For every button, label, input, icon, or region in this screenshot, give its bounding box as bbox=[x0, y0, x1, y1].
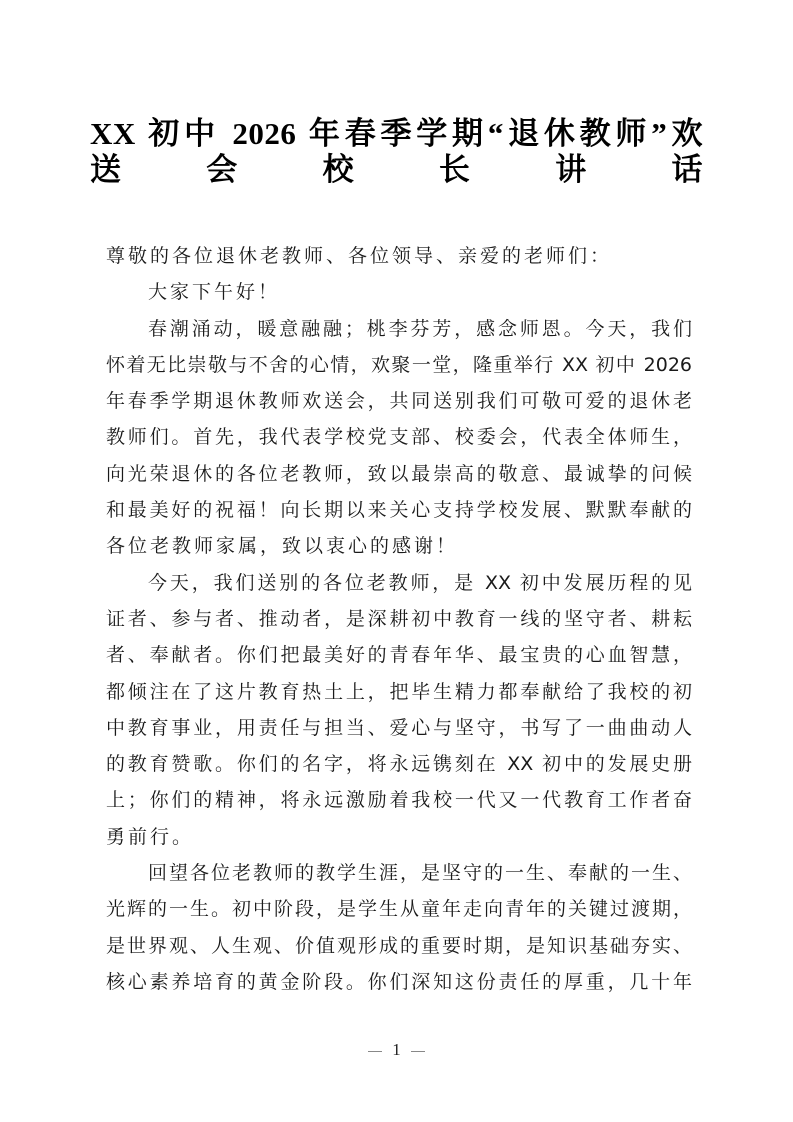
body-line: 怀着无比崇敬与不舍的心情，欢聚一堂，隆重举行 XX 初中 2026 bbox=[106, 353, 692, 376]
body-line: 都倾注在了这片教育热土上，把毕生精力都奉献给了我校的初 bbox=[106, 680, 692, 703]
body-line: 各位老教师家属，致以衷心的感谢！ bbox=[106, 535, 459, 558]
body-line: 回望各位老教师的教学生涯，是坚守的一生、奉献的一生、 bbox=[148, 862, 692, 885]
title-line-1: XX 初中 2026 年春季学期“退休教师”欢 bbox=[90, 116, 703, 151]
body-line: 勇前行。 bbox=[106, 825, 195, 848]
document-body bbox=[106, 238, 692, 1000]
document-title bbox=[90, 112, 703, 188]
dash-right-icon bbox=[411, 1051, 425, 1052]
body-line: 今天，我们送别的各位老教师，是 XX 初中发展历程的见 bbox=[148, 571, 692, 594]
body-line: 大家下午好！ bbox=[148, 281, 281, 304]
title-line-2: 送会校长讲话 bbox=[90, 152, 703, 188]
body-line: 的教育赞歌。你们的名字，将永远镌刻在 XX 初中的发展史册 bbox=[106, 753, 692, 776]
body-line: 春潮涌动，暖意融融；桃李芬芳，感念师恩。今天，我们 bbox=[148, 317, 692, 340]
body-line: 是世界观、人生观、价值观形成的重要时期，是知识基础夯实、 bbox=[106, 934, 692, 957]
body-line: 者、奉献者。你们把最美好的青春年华、最宝贵的心血智慧， bbox=[106, 644, 692, 667]
body-line: 年春季学期退休教师欢送会，共同送别我们可敬可爱的退休老 bbox=[106, 390, 692, 413]
dash-left-icon bbox=[368, 1051, 382, 1052]
body-line: 和最美好的祝福！向长期以来关心支持学校发展、默默奉献的 bbox=[106, 499, 692, 522]
body-line: 核心素养培育的黄金阶段。你们深知这份责任的厚重，几十年 bbox=[106, 970, 692, 993]
body-line: 教师们。首先，我代表学校党支部、校委会，代表全体师生， bbox=[106, 426, 692, 449]
body-line: 上；你们的精神，将永远激励着我校一代又一代教育工作者奋 bbox=[106, 789, 692, 812]
body-line: 证者、参与者、推动者，是深耕初中教育一线的坚守者、耕耘 bbox=[106, 607, 692, 630]
body-lines bbox=[106, 274, 692, 1000]
page-number: 1 bbox=[392, 1040, 401, 1059]
salutation: 尊敬的各位退休老教师、各位领导、亲爱的老师们： bbox=[106, 245, 613, 267]
body-line: 向光荣退休的各位老教师，致以最崇高的敬意、最诚挚的问候 bbox=[106, 462, 692, 485]
page-footer bbox=[0, 1040, 793, 1060]
body-line: 中教育事业，用责任与担当、爱心与坚守，书写了一曲曲动人 bbox=[106, 716, 692, 739]
body-line: 光辉的一生。初中阶段，是学生从童年走向青年的关键过渡期， bbox=[106, 898, 692, 921]
